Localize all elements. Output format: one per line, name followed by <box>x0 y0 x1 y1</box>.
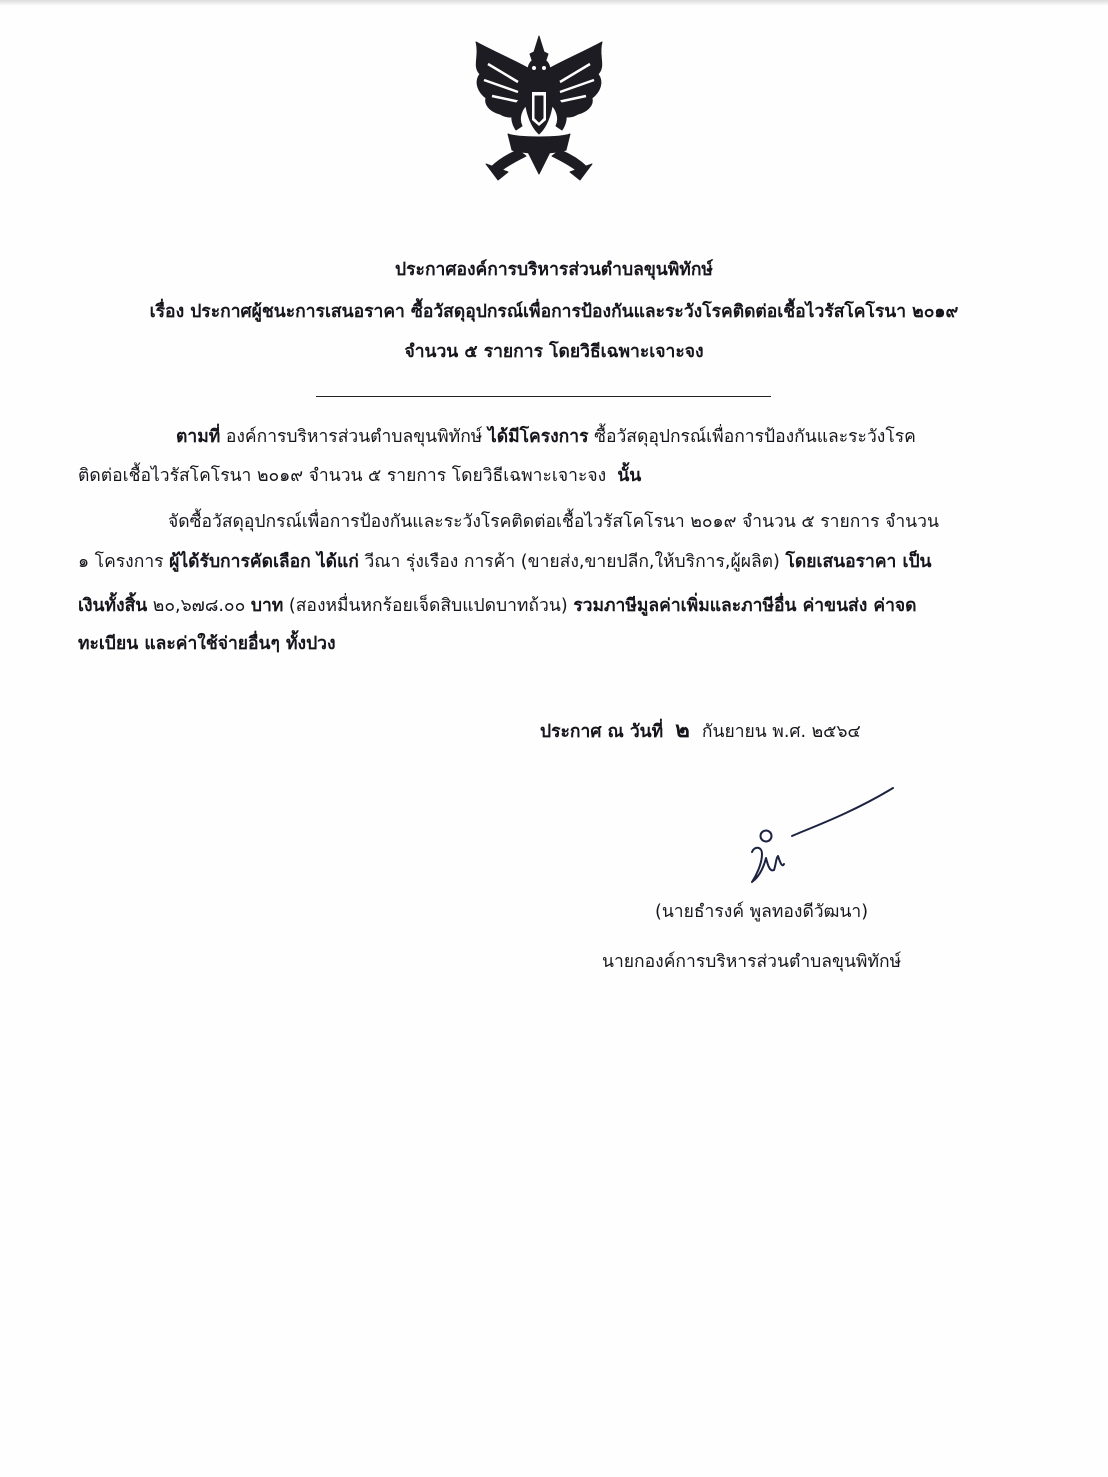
paragraph-2-line-1: จัดซื้อวัสดุอุปกรณ์เพื่อการป้องกันและระวังโรคติดต่อเชื้อไวรัสโคโรนา ๒๐๑๙ จำนวน ๕ รายการ จำนวน <box>168 512 939 532</box>
p2-bid-label: โดยเสนอราคา เป็น <box>785 552 932 572</box>
p1-lead: ตามที่ <box>176 427 221 447</box>
paragraph-1-line-1 <box>176 425 916 449</box>
p1-has: ได้มีโครงการ <box>487 427 589 447</box>
p2-amount-words: (สองหมื่นหกร้อยเจ็ดสิบแปดบาทถ้วน) <box>288 596 568 616</box>
date-day-handwritten: ๒ <box>675 717 690 743</box>
date-month-year: กันยายน พ.ศ. ๒๕๖๔ <box>701 722 861 742</box>
p2-amount: ๒๐,๖๗๘.๐๐ <box>152 596 246 616</box>
paragraph-2-line-2 <box>78 550 932 574</box>
announcement-title: ประกาศองค์การบริหารส่วนตำบลขุนพิทักษ์ <box>395 260 713 280</box>
garuda-emblem-icon <box>468 34 610 182</box>
paragraph-2-line-4: ทะเบียน และค่าใช้จ่ายอื่นๆ ทั้งปวง <box>78 634 336 654</box>
signatory-position: นายกองค์การบริหารส่วนตำบลขุนพิทักษ์ <box>602 952 902 972</box>
p2-total-label: เงินทั้งสิ้น <box>78 596 148 616</box>
p1-line2: ติดต่อเชื้อไวรัสโคโรนา ๒๐๑๙ จำนวน ๕ รายการ โดยวิธีเฉพาะเจาะจง <box>78 466 607 486</box>
p1-org: องค์การบริหารส่วนตำบลขุนพิทักษ์ <box>225 427 483 447</box>
title-divider <box>316 396 771 397</box>
p1-end: นั้น <box>617 466 642 486</box>
p1-rest: ซื้อวัสดุอุปกรณ์เพื่อการป้องกันและระวังโรค <box>594 427 916 447</box>
scan-edge <box>0 0 1108 6</box>
p2-currency: บาท <box>250 596 284 616</box>
announcement-subject: เรื่อง ประกาศผู้ชนะการเสนอราคา ซื้อวัสดุอุปกรณ์เพื่อการป้องกันและระวังโรคติดต่อเชื้อไวรัสโคโรนา ๒๐๑๙ <box>149 302 959 322</box>
paragraph-2-line-3 <box>78 594 917 618</box>
signatory-name: (นายธำรงค์ พูลทองดีวัฒนา) <box>655 902 869 922</box>
signature-image <box>730 780 905 895</box>
announcement-date <box>540 718 861 744</box>
announcement-subject-line2: จำนวน ๕ รายการ โดยวิธีเฉพาะเจาะจง <box>404 342 704 362</box>
p2-selected-label: ผู้ได้รับการคัดเลือก ได้แก่ <box>169 552 359 572</box>
p2-vendor: วีณา รุ่งเรือง การค้า (ขายส่ง,ขายปลีก,ให้บริการ,ผู้ผลิต) <box>364 552 780 572</box>
p2-tax-note: รวมภาษีมูลค่าเพิ่มและภาษีอื่น ค่าขนส่ง ค่าจด <box>573 596 917 616</box>
p2-project-count: ๑ โครงการ <box>78 552 164 572</box>
paragraph-1-line-2 <box>78 464 641 488</box>
date-prefix: ประกาศ ณ วันที่ <box>540 722 664 742</box>
